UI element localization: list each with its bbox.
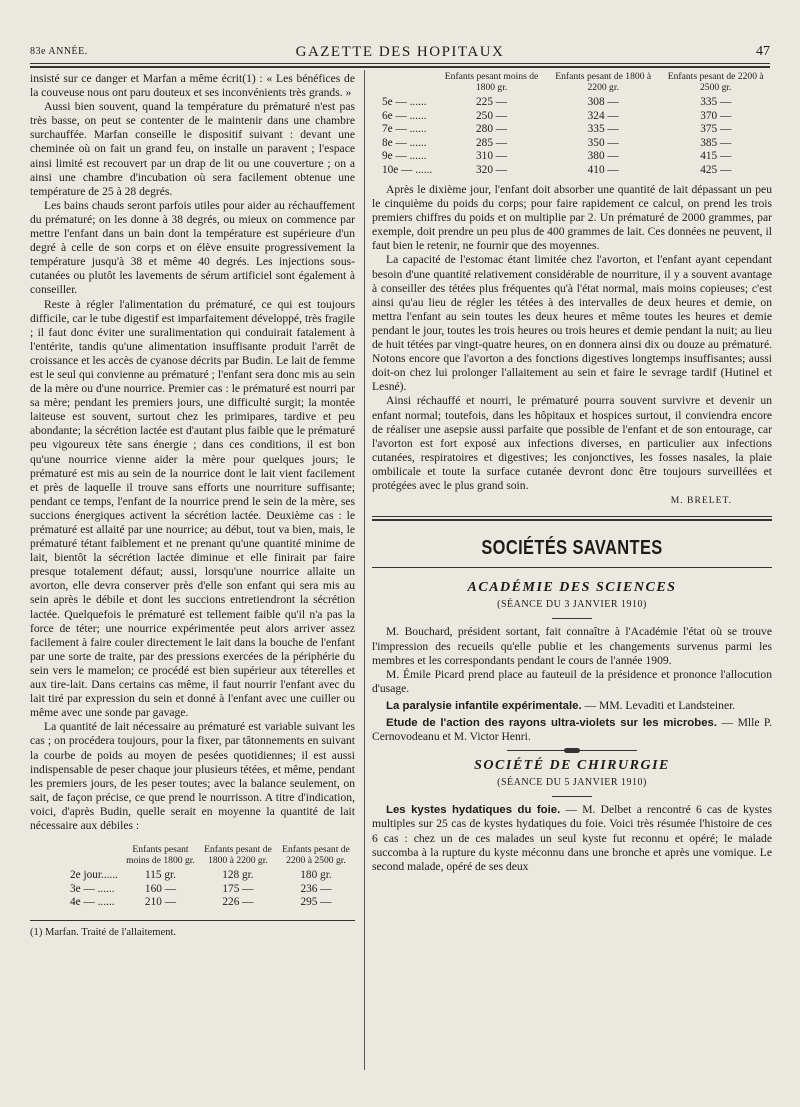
- table-cell: 410 —: [587, 163, 619, 176]
- row-label: 6e — ......: [382, 109, 427, 122]
- table-cell: 175 —: [222, 882, 254, 895]
- table-cell: 250 —: [476, 109, 508, 122]
- issue-year: 83e ANNÉE.: [30, 46, 88, 57]
- ornament-divider: [507, 750, 637, 751]
- table-cell: 236 —: [300, 882, 332, 895]
- table-cell: 285 —: [476, 136, 508, 149]
- right-column: [372, 72, 772, 874]
- table-row: [382, 123, 772, 137]
- row-label: 8e — ......: [382, 136, 427, 149]
- footnote-rule: [30, 920, 355, 921]
- table-cell: 324 —: [587, 109, 619, 122]
- table-header-row: [382, 72, 772, 96]
- left-column: [30, 72, 355, 940]
- communication-item: [372, 716, 772, 744]
- communication-item: [372, 803, 772, 873]
- table-row: [382, 96, 772, 110]
- header-rule-thick: [30, 66, 770, 68]
- table-cell: 128 gr.: [222, 869, 254, 882]
- section-title: SOCIÉTÉS SAVANTES: [481, 537, 663, 560]
- section-rule: [372, 516, 772, 521]
- table-cell: 115 gr.: [144, 869, 176, 882]
- row-label: 4e — ......: [70, 896, 115, 909]
- row-label: 2e jour......: [70, 869, 119, 882]
- table-cell: 320 —: [476, 163, 508, 176]
- table-header-row: [70, 845, 355, 869]
- communication-text: — M. Delbet a rencontré 6 cas de kystes multiples sur 25 cas de kystes hydatiques du foie. Voici très résumée l'histoire de ces 6 cas : chez un de ces malades un seul kyste fut reconnu et opéré; le malade succomba à la rupture du kyste méconnu dans une bronche et après une vomique. Le second malade, opéré de ses deux: [372, 803, 772, 873]
- row-label: 3e — ......: [70, 882, 115, 895]
- journal-title: GAZETTE DES HOPITAUX: [295, 44, 505, 60]
- communication-authors: — MM. Levaditi et Landsteiner.: [581, 698, 736, 712]
- table-header: Enfants pesant de 2200 à 2500 gr.: [667, 71, 764, 93]
- table-cell: 210 —: [144, 896, 176, 909]
- milk-quantity-table-continued: [382, 72, 772, 177]
- paragraph: Reste à régler l'alimentation du prématuré, ce qui est toujours difficile, car le tube digestif est imparfaitement développé, très fragile ; il faut donc éviter une suralimentation qui conduirait fatalement à l'entérite, tandis qu'une alimentation insuffisante produit l'arrêt de croissance et les accès de cyanose décrits par Budin. Le lait de femme est le seul qui convienne au prématuré ; l'enfant sera donc mis au sein de la mère ou d'une nourrice. Premier cas : le prématuré est nourri par sa mère; pendant les premiers jours, une difficulté surgit; la montée laiteuse est souvent, surtout chez les primipares, tardive et peu abondante; la sécrétion lactée est d'autant plus faible que le prématuré peu vigoureux tète sans énergie ; dans ces conditions, il est bon qu'une nourrice vienne aider la mère pour quelques jours; le prématuré est mis au sein de la nourrice dont le lait vient facilement et près de laquelle il trouve sans efforts une nourriture suffisante; pendant ce temps, l'enfant de la nourrice prend le sein de la mère, ses succions énergiques activent la sécrétion lactée. Deuxième cas : le prématuré est allaité par une nourrice; au début, tout va bien, mais, le prématuré tétant faiblement et ne prenant qu'une quantité minime de lait, bientôt la sécrétion lactée diminue et elle finirait par faire presque totalement défaut; aussi, lorsqu'une nourrice allaite un avorton, elle devra conserver près d'elle son enfant qui sera mis au sein après le débile et dont les succions entretiendront la sécrétion lactée. Quelquefois le prématuré est tellement faible qu'il n'a pas la force de téter; une nourrice expérimentée peut alors arriver assez facilement à faire couler directement le lait dans la bouche de l'enfant par une sorte de traite, par des pressions exercées de la périphérie du sein vers le mamelon; ce procédé est bien supérieur aux téterelles et aux tire-lait. Dans certains cas même, il faut nourrir l'enfant avec du lait tiré par expression du sein et donné à l'enfant avec une cuiller ou même avec une sonde par gavage.: [30, 297, 355, 720]
- table-row: [70, 896, 355, 910]
- table-row: [70, 883, 355, 897]
- header-rule: [30, 63, 770, 64]
- communication-item: [372, 699, 772, 713]
- table-cell: 295 —: [300, 896, 332, 909]
- communication-title: La paralysie infantile expérimentale.: [386, 699, 582, 712]
- table-header: Enfants pesant de 1800 à 2200 gr.: [204, 844, 272, 866]
- row-label: 7e — ......: [382, 123, 427, 135]
- paragraph: Les bains chauds seront parfois utiles pour aider au réchauffement du prématuré; on les donne à 38 degrés, ou mieux on commence par mettre l'enfant dans un bain dont la température est supérieure d'un degré à celle de son corps et on élève ensuite progressivement la température jusqu'à 38 et même 40 degrés. Les injections sous-cutanées ou plutôt les lavements de sérum artificiel sont également à conseiller.: [30, 198, 355, 297]
- table-cell: 280 —: [476, 123, 508, 135]
- table-cell: 375 —: [700, 123, 732, 135]
- table-row: [382, 137, 772, 151]
- table-cell: 160 —: [144, 882, 176, 895]
- society-heading: SOCIÉTÉ DE CHIRURGIE: [474, 758, 670, 774]
- table-cell: 385 —: [700, 136, 732, 149]
- table-header: Enfants pesant moins de 1800 gr.: [126, 844, 195, 866]
- paragraph: Après le dixième jour, l'enfant doit absorber une quantité de lait dépassant un peu le cinquième du poids du corps; pour faire rapidement ce calcul, on prend les trois premiers chiffres du poids et on multiplie par 2. Un prématuré de 2000 grammes, par exemple, doit prendre un peu plus de 400 grammes de lait. Ces données ne peuvent, il faut bien le retenir, ne fournir que des moyennes.: [372, 183, 772, 253]
- table-row: [382, 110, 772, 124]
- section-title-rule: [372, 567, 772, 568]
- table-cell: 310 —: [476, 150, 508, 162]
- column-divider: [364, 70, 365, 1070]
- table-cell: 180 gr.: [300, 869, 332, 882]
- table-cell: 350 —: [587, 136, 619, 149]
- communication-title: Les kystes hydatiques du foie.: [386, 804, 561, 817]
- table-cell: 370 —: [700, 109, 732, 122]
- paragraph: La capacité de l'estomac étant limitée chez l'avorton, et l'enfant ayant cependant besoin d'une quantité relativement considérable de nourriture, il y a souvent avantage à conseiller des tétées plus fréquentes qu'à l'état normal, mais moins copieuses; c'est ainsi qu'au lieu de régler les tétées à des intervalles de deux heures et demie, on mettra l'enfant au sein toutes les deux heures et même toutes les heures et demie pendant le jour, toutes les trois heures ou trois heures et demie pendant la nuit; au lieu de huit tétées par vingt-quatre heures, on en donnera ainsi dix ou douze au prématuré. Notons encore que l'avorton a des fonctions digestives longtemps insuffisantes; aussi doit-on chez lui prolonger l'allaitement au sein et faire le sevrage tardif (Hutinel et Lesné).: [372, 253, 772, 394]
- table-cell: 380 —: [587, 150, 619, 162]
- divider: [552, 796, 592, 797]
- divider: [552, 618, 592, 619]
- paragraph: M. Émile Picard prend place au fauteuil de la présidence et prononce l'allocution d'usage.: [372, 667, 772, 695]
- session-date: (SÉANCE DU 3 JANVIER 1910): [497, 599, 647, 611]
- footnote: (1) Marfan. Traité de l'allaitement.: [30, 926, 177, 938]
- milk-quantity-table: [70, 845, 355, 910]
- table-cell: 335 —: [700, 96, 732, 108]
- paragraph: La quantité de lait nécessaire au prématuré est variable suivant les cas ; on procédera toujours, pour la fixer, par tâtonnements en suivant la courbe de poids au moyen de pesées quotidiennes; il est aussi indispensable de peser chaque jour plusieurs tétées, et même, pendant les premiers jours, de les peser toutes; avec la balance seulement, on sait, de façon précise, ce que prend le nourrisson. A titre d'indication, voici, d'après Budin, quelle serait en moyenne la quantité de lait nécessaire aux débiles :: [30, 720, 355, 832]
- row-label: 5e — ......: [382, 96, 427, 108]
- paragraph: Aussi bien souvent, quand la température du prématuré n'est pas très basse, on peut se contenter de le maintenir dans une chambre surchauffée. Marfan conseille le dispositif suivant : devant une cheminée où on fait un grand feu, on installe un paravent ; l'espace ainsi limité est recouvert par un drap de lit ou une couverture ; on a ainsi une chambre d'incubation où sera facilement obtenue une température de 25 à 28 degrés.: [30, 100, 355, 198]
- table-row: [382, 164, 772, 178]
- communication-authors: — Mlle P. Cernovodeanu et M. Victor Henri.: [372, 716, 772, 744]
- paragraph: Ainsi réchauffé et nourri, le prématuré pourra souvent survivre et devenir un enfant normal; toutefois, dans les hôpitaux et hospices surtout, il conviendra encore de réaliser une asepsie aussi parfaite que possible de l'enfant et de son entourage, car l'avorton est fort exposé aux infections diverses, en particulier aux infections cutanées, respiratoires et digestives; les conjonctives, les fosses nasales, la plaie ombilicale et toute la surface cutanée devront donc être toujours surveillées et protégées avec le plus grand soin.: [372, 394, 772, 492]
- paragraph: M. Bouchard, président sortant, fait connaître à l'Académie l'état où se trouve l'impression des recueils qu'elle publie et les changements survenus parmi les membres et les correspondants pendant le cours de l'année 1909.: [372, 625, 772, 667]
- table-cell: 415 —: [700, 150, 732, 162]
- row-label: 9e — ......: [382, 150, 427, 162]
- society-heading: ACADÉMIE DES SCIENCES: [467, 580, 677, 596]
- table-cell: 225 —: [476, 96, 508, 108]
- table-header: Enfants pesant moins de 1800 gr.: [444, 71, 539, 93]
- table-row: [70, 869, 355, 883]
- page-header: [30, 44, 770, 64]
- row-label: 10e — ......: [382, 163, 433, 176]
- page-number: 47: [756, 44, 770, 59]
- table-header: Enfants pesant de 2200 à 2500 gr.: [282, 844, 350, 866]
- table-cell: 308 —: [587, 96, 619, 108]
- table-cell: 335 —: [587, 123, 619, 135]
- table-row: [382, 150, 772, 164]
- communication-title: Etude de l'action des rayons ultra-violets sur les microbes.: [386, 717, 718, 729]
- paragraph: insisté sur ce danger et Marfan a même écrit(1) : « Les bénéfices de la couveuse nous ont paru douteux et ses inconvénients très grands. »: [30, 72, 355, 100]
- table-cell: 425 —: [700, 163, 732, 176]
- table-header: Enfants pesant de 1800 à 2200 gr.: [555, 71, 652, 93]
- table-cell: 226 —: [222, 896, 254, 909]
- session-date: (SÉANCE DU 5 JANVIER 1910): [497, 777, 647, 789]
- author-signature: M. BRELET.: [670, 495, 732, 507]
